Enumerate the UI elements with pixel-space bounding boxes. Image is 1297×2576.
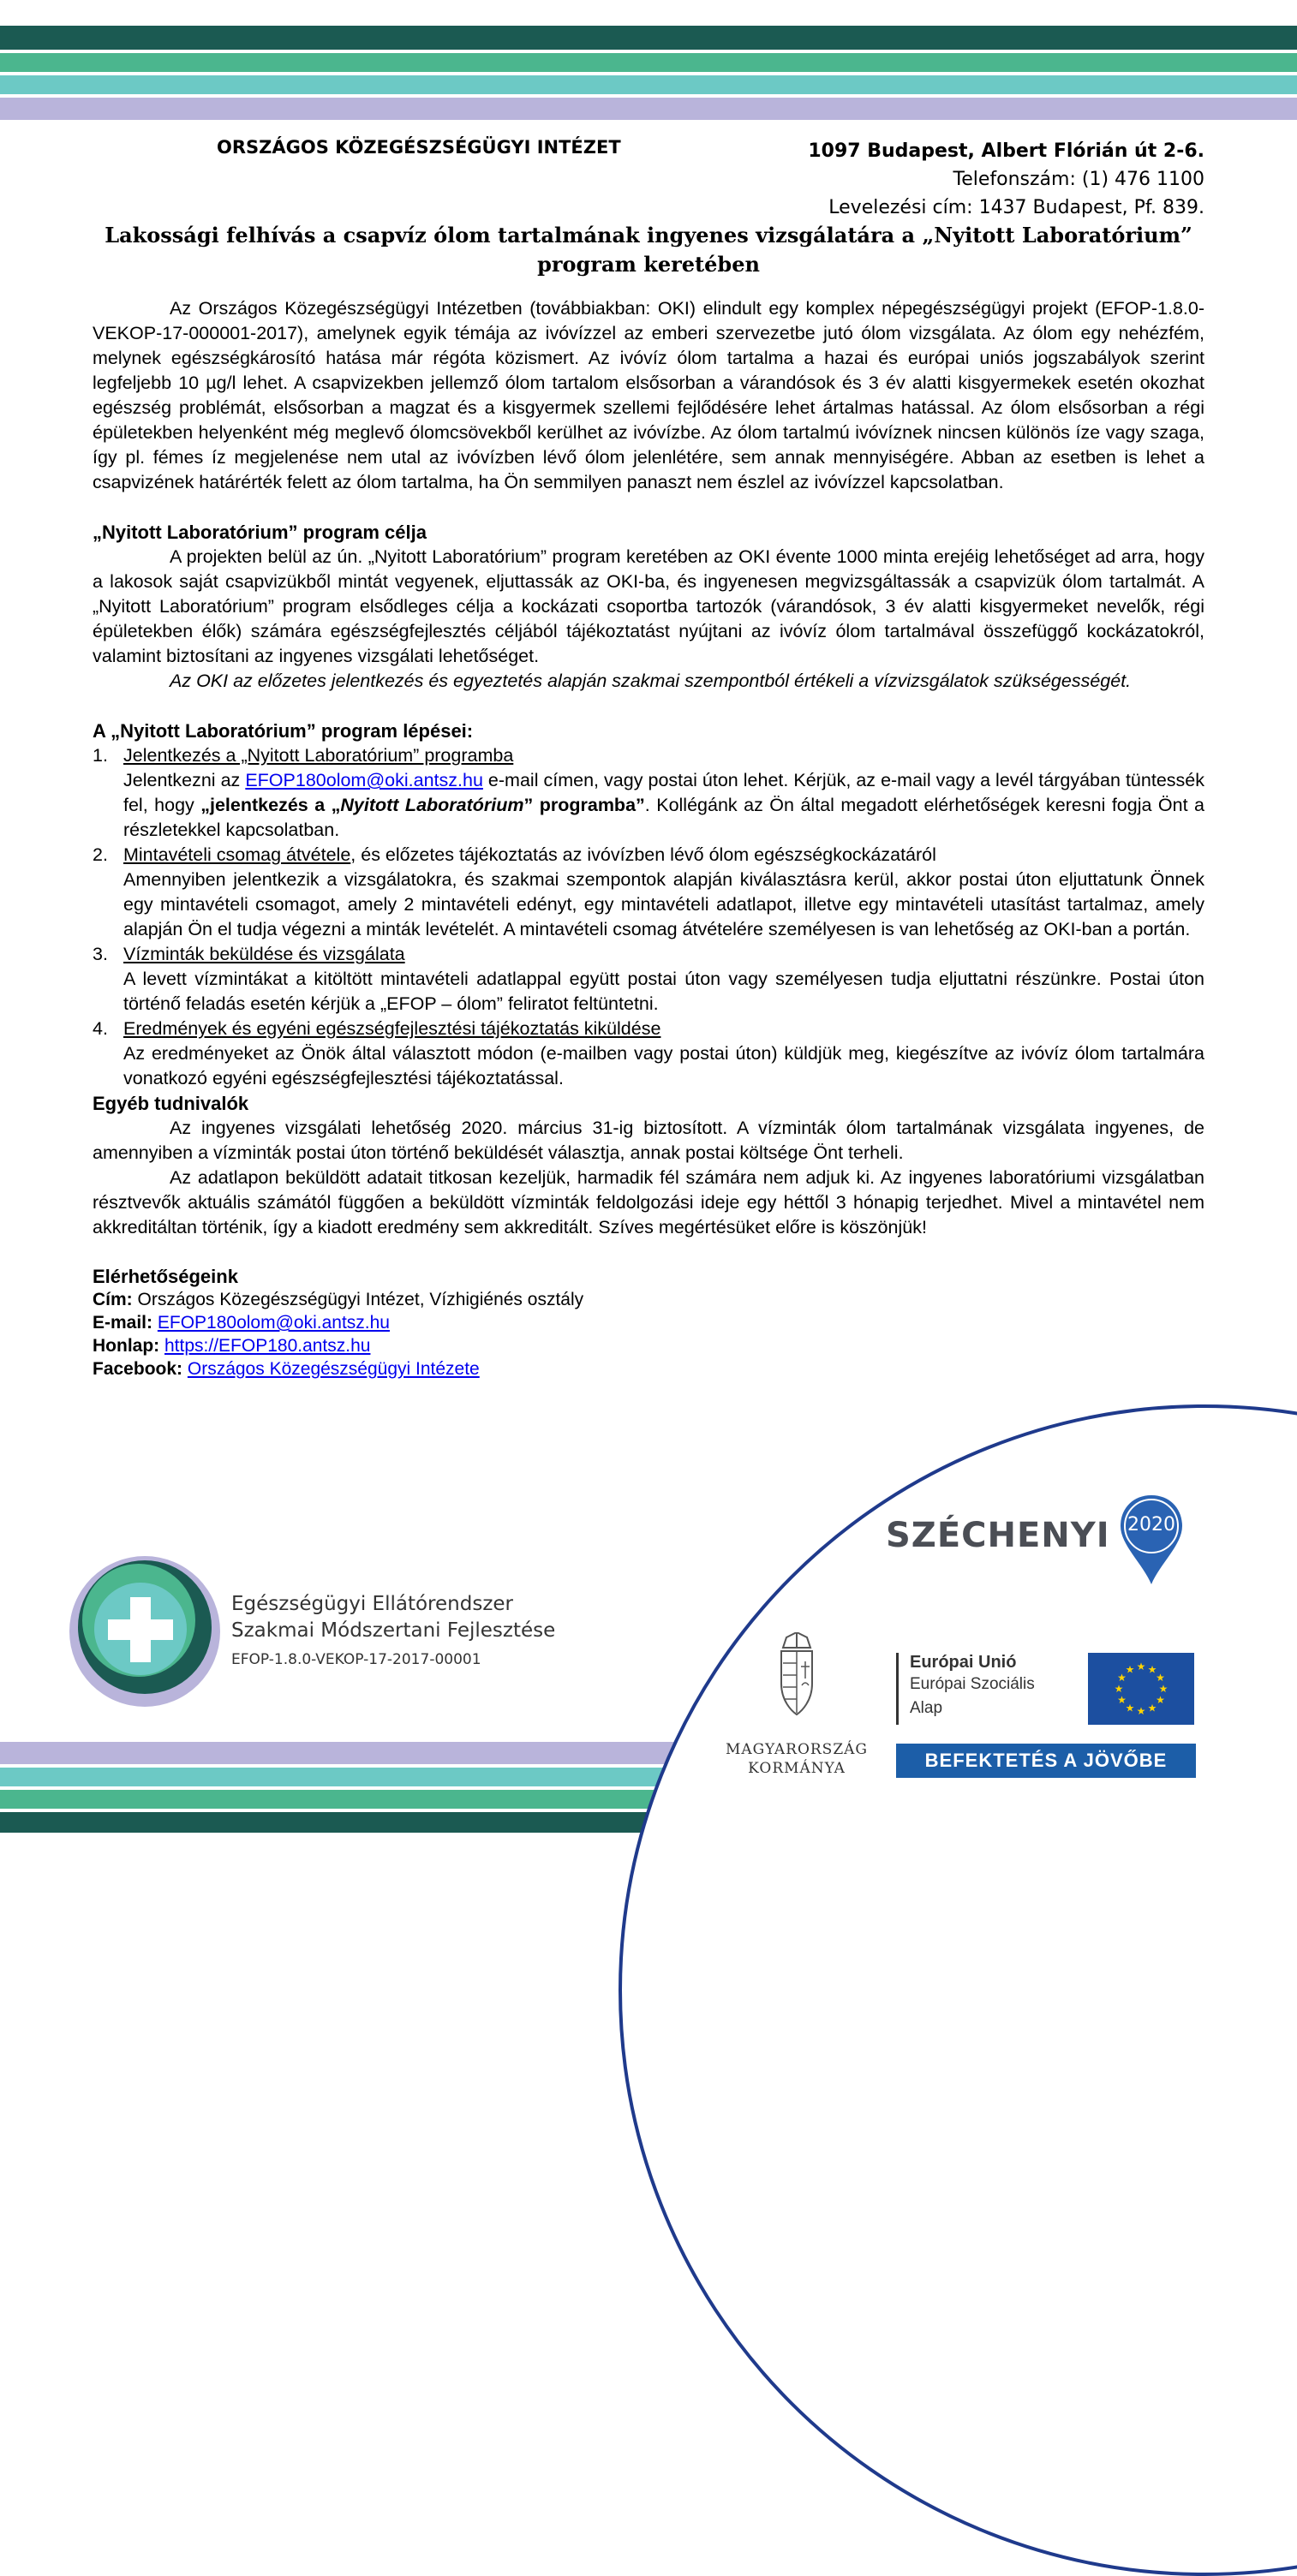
svg-text:★: ★	[1117, 1672, 1127, 1684]
eu-flag-icon	[1088, 1653, 1194, 1725]
other-paragraph-1: Az ingyenes vizsgálati lehetőség 2020. március 31-ig biztosított. A vízminták ólom tartalmának vizsgálata ingyenes, de amennyiben a vízminták postai úton történő beküldését választja, annak postai költsége Önt terheli.	[93, 1118, 1204, 1163]
svg-text:★: ★	[1125, 1702, 1135, 1714]
organization-name: ORSZÁGOS KÖZEGÉSZSÉGÜGYI INTÉZET	[217, 137, 621, 158]
kormany-line-2: KORMÁNYA	[748, 1760, 846, 1777]
contacts-heading: Elérhetőségeink	[93, 1266, 238, 1287]
svg-text:★: ★	[1156, 1694, 1165, 1706]
step-4-title: Eredmények és egyéni egészségfejlesztési tájékoztatás kiküldése	[123, 1018, 661, 1039]
steps-heading: A „Nyitott Laboratórium” program lépései:	[93, 720, 474, 742]
contact-web-link[interactable]: https://EFOP180.antsz.hu	[164, 1336, 371, 1356]
step-2-title: Mintavételi csomag átvétele, és előzetes tájékoztatás az ivóvízben lévő ólom egészségkockázatáról	[123, 844, 936, 865]
other-heading: Egyéb tudnivalók	[93, 1093, 249, 1114]
ellatorendszer-code: EFOP-1.8.0-VEKOP-17-2017-00001	[231, 1651, 481, 1668]
contact-web: Honlap: https://EFOP180.antsz.hu	[93, 1336, 371, 1356]
step-4-number: 4.	[93, 1018, 108, 1039]
svg-text:★: ★	[1156, 1672, 1165, 1684]
step-2-text: Amennyiben jelentkezik a vizsgálatokra, és szakmai szempontok alapján kiválasztásra kerül, akkor postai úton eljuttatunk Önnek egy mintavételi csomagot, amely 2 mintavételi edényt, egy mintavételi adatlapot, illetve egy mintavételi utasítást tartalmaz, amely alapján Ön el tudja végezni a minták levételét. A mintavételi csomag átvételére személyesen is van lehetőség az OKI-ban a portán.	[123, 869, 1204, 939]
page-title	[93, 221, 1204, 279]
header-mail: Levelezési cím: 1437 Budapest, Pf. 839.	[828, 197, 1204, 218]
kormany-line-1: MAGYARORSZÁG	[726, 1741, 868, 1758]
step-1	[93, 743, 1204, 843]
befektetes-banner: BEFEKTETÉS A JÖVŐBE	[896, 1744, 1196, 1778]
eu-text	[910, 1653, 1035, 1720]
svg-text:★: ★	[1147, 1702, 1157, 1714]
ellatorendszer-line-2: Szakmai Módszertani Fejlesztése	[231, 1619, 556, 1642]
svg-text:★: ★	[1136, 1661, 1146, 1673]
ellatorendszer-text	[231, 1591, 555, 1668]
step-2-number: 2.	[93, 844, 108, 865]
step-4	[93, 1017, 1204, 1091]
svg-text:★: ★	[1147, 1663, 1157, 1676]
title-line-1: Lakossági felhívás a csapvíz ólom tartalmának ingyenes vizsgálatára a „Nyitott Laboratórium”	[105, 223, 1192, 247]
szechenyi-pin-icon	[1117, 1492, 1186, 1588]
step-4-text: Az eredményeket az Önök által választott módon (e-mailben vagy postai úton) küldjük meg, kiegészítve az ivóvíz ólom tartalmára vonatkozó egyéni egészségfejlesztési tájékoztatással.	[123, 1043, 1204, 1088]
main-content	[93, 296, 1204, 1380]
logo-circle	[619, 1404, 1297, 2576]
eu-flag	[1088, 1653, 1194, 1729]
ellatorendszer-line-1: Egészségügyi Ellátórendszer	[231, 1593, 513, 1615]
contact-address: Cím: Országos Közegészségügyi Intézet, Vízhigiénés osztály	[93, 1290, 584, 1309]
goal-italic-note: Az OKI az előzetes jelentkezés és egyeztetés alapján szakmai szempontból értékeli a vízvizsgálatok szükségességét.	[170, 671, 1132, 691]
hungarian-coat-of-arms	[773, 1632, 821, 1722]
contact-email-link[interactable]: EFOP180olom@oki.antsz.hu	[157, 1313, 390, 1333]
contact-facebook: Facebook: Országos Közegészségügyi Intézete	[93, 1359, 480, 1379]
magyarorszag-kormanya	[711, 1740, 882, 1778]
goal-heading: „Nyitott Laboratórium” program célja	[93, 522, 427, 543]
step-1-text: Jelentkezni az EFOP180olom@oki.antsz.hu e-mail címen, vagy postai úton lehet. Kérjük, az e-mail vagy a levél tárgyában tüntessék fel, hogy „jelentkezés a „Nyitott Laboratórium” programba”. Kollégánk az Ön által megadott elérhetőségek keresni fogja Önt a részletekkel kapcsolatban.	[123, 770, 1204, 840]
contacts-block	[93, 1265, 1204, 1380]
step-3-title: Vízminták beküldése és vizsgálata	[123, 944, 405, 964]
top-stripe-lavender	[0, 98, 1297, 120]
szechenyi-pin	[1117, 1492, 1186, 1588]
szechenyi-year: 2020	[1127, 1514, 1175, 1535]
goal-paragraph: A projekten belül az ún. „Nyitott Laboratórium” program keretében az OKI évente 1000 minta erejéig lehetőséget ad arra, hogy a lakosok saját csapvizükből mintát vegyenek, eljuttassák az OKI-ba, és ingyenesen megvizsgáltassák a csapvizük ólom tartalmát. A „Nyitott Laboratórium” program elsődleges célja a kockázati csoportba tartozók (várandósok, 3 év alatti kisgyermeket nevelők, régi épületekben élők) számára egészségfejlesztés céljából tájékoztatást nyújtani az ivóvíz ólom tartalmával összefüggő kockázatokról, valamint biztosítani az ingyenes vizsgálati lehetőséget.	[93, 546, 1204, 666]
ellatorendszer-logo-icon	[63, 1550, 226, 1713]
title-line-2: program keretében	[537, 252, 760, 277]
svg-text:★: ★	[1117, 1694, 1127, 1706]
hungarian-coat-of-arms-icon	[773, 1632, 821, 1718]
header-address-block	[808, 137, 1204, 222]
contact-facebook-link[interactable]: Országos Közegészségügyi Intézete	[187, 1359, 480, 1379]
step-2	[93, 843, 1204, 942]
top-stripe-dark	[0, 26, 1297, 50]
eu-title: Európai Unió	[910, 1653, 1017, 1672]
step-1-number: 1.	[93, 745, 108, 766]
svg-text:★: ★	[1158, 1683, 1168, 1695]
szechenyi-text: SZÉCHENYI	[886, 1516, 1110, 1555]
szechenyi-logo	[886, 1516, 1110, 1555]
step-1-email-link[interactable]: EFOP180olom@oki.antsz.hu	[245, 770, 483, 790]
top-stripe-teal	[0, 75, 1297, 94]
step-3-text: A levett vízmintákat a kitöltött mintavételi adatlappal együtt postai úton vagy személyesen tudja eljuttatni részünkre. Postai úton történő feladás esetén kérjük a „EFOP – ólom” feliratot feltüntetni.	[123, 969, 1204, 1014]
top-stripe-green	[0, 53, 1297, 72]
step-3-number: 3.	[93, 944, 108, 964]
step-1-title: Jelentkezés a „Nyitott Laboratórium” programba	[123, 745, 514, 766]
other-paragraph-2: Az adatlapon beküldött adatait titkosan kezeljük, harmadik fél számára nem adjuk ki. Az ingyenes laboratóriumi vizsgálatban résztvevők aktuális számától függően a beküldött vízminták feldolgozási ideje egy héttől 3 hónapig terjedhet. Mivel a mintavétel nem akkreditáltan történik, így a kiadott eredmény sem akkreditált. Szíves megértésüket előre is köszönjük!	[93, 1167, 1204, 1237]
eu-sub-1: Európai Szociális	[910, 1675, 1035, 1693]
contact-email: E-mail: EFOP180olom@oki.antsz.hu	[93, 1313, 390, 1333]
svg-text:★: ★	[1136, 1705, 1146, 1717]
eu-sub-2: Alap	[910, 1699, 943, 1717]
header-phone: Telefonszám: (1) 476 1100	[953, 169, 1204, 190]
svg-text:★: ★	[1125, 1663, 1135, 1676]
step-3	[93, 942, 1204, 1017]
ellatorendszer-logo	[63, 1550, 226, 1717]
eu-divider	[896, 1653, 899, 1725]
intro-paragraph: Az Országos Közegészségügyi Intézetben (továbbiakban: OKI) elindult egy komplex népegészségügyi projekt (EFOP-1.8.0-VEKOP-17-000001-2017), amelynek egyik témája az ivóvízzel az emberi szervezetbe jutó ólom vizsgálata. Az ólom egy nehézfém, melynek egészségkárosító hatása már régóta közismert. Az ivóvíz ólom tartalma a hazai és európai uniós jogszabályok szerint legfeljebb 10 µg/l lehet. A csapvizekben jellemző ólom tartalom elsősorban a várandósok és 3 év alatti kisgyermekek esetén okozhat egészség problémát, elsősorban a magzat és a kisgyermek szellemi fejlődésére lehet ártalmas hatással. Az ólom elsősorban a régi épületekben helyenként még meglevő ólomcsövekből kerülhet az ivóvízbe. Az ólom tartalmú ivóvíznek nincsen különös íze vagy szaga, így pl. fémes íz megjelenése nem utal az ivóvízben lévő ólom jelenlétére, sem annak mennyiségére. Abban az esetben is lehet a csapvizének határérték felett az ólom tartalma, ha Ön semmilyen panaszt nem észlel az ivóvízzel kapcsolatban.	[93, 298, 1204, 492]
header-address: 1097 Budapest, Albert Flórián út 2-6.	[808, 140, 1204, 162]
svg-text:★: ★	[1114, 1683, 1124, 1695]
